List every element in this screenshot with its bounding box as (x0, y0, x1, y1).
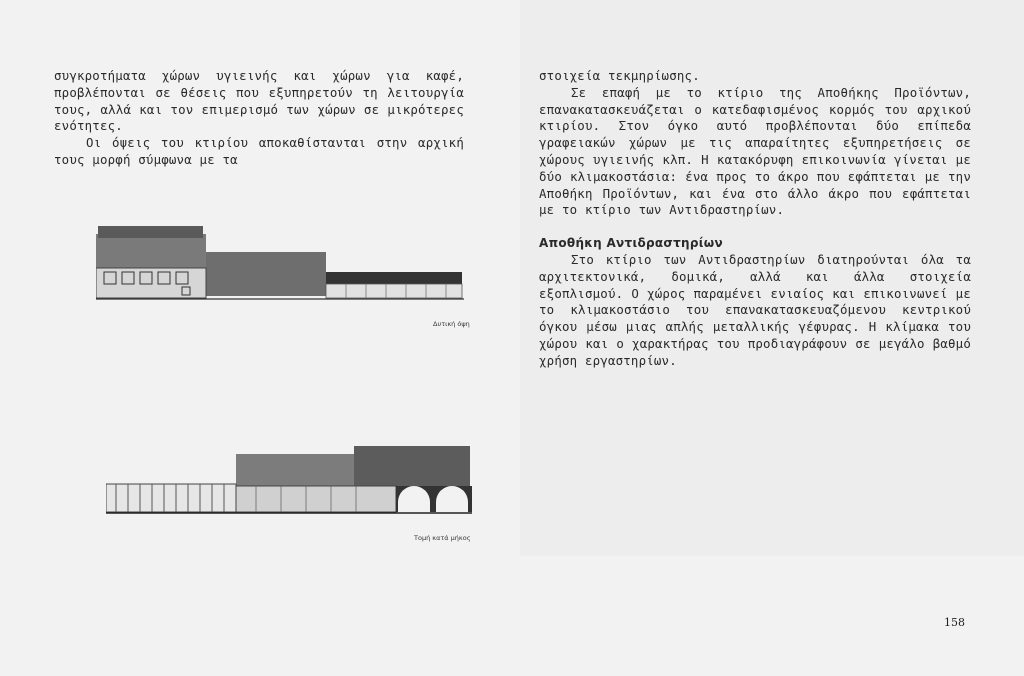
page-number: 158 (944, 616, 965, 629)
longitudinal-section-drawing (106, 440, 472, 516)
west-elevation-caption: Δυτική όψη (433, 320, 470, 328)
right-text-column (539, 68, 971, 370)
longitudinal-section-caption: Τομή κατά μήκος (414, 534, 471, 542)
left-paragraph-1: συγκροτήματα χώρων υγιεινής και χώρων για καφέ, προβλέπονται σε θέσεις που εξυπηρετούν τη λειτουργία τους, αλλά και τον επιμερισμό των χώρων σε μικρότερες ενότητες. (54, 68, 464, 134)
section-heading: Αποθήκη Αντιδραστηρίων (539, 236, 723, 251)
left-text-column (54, 68, 464, 169)
left-paragraph-2: Οι όψεις του κτιρίου αποκαθίστανται στην αρχική τους μορφή σύμφωνα με τα (54, 135, 464, 167)
right-paragraph-1: στοιχεία τεκμηρίωσης. (539, 68, 700, 83)
right-paragraph-3: Στο κτίριο των Αντιδραστηρίων διατηρούνται όλα τα αρχιτεκτονικά, δομικά, αλλά και άλλα στοιχεία εξοπλισμού. Ο χώρος παραμένει ενιαίος και επικοινωνεί με το κλιμακοστάσιο του επανακατασκευαζόμενου κεντρικού όγκου μέσω μιας απλής μεταλλικής γέφυρας. Η κλίμακα του χώρου και ο χαρακτήρας του προδιαγράφουν σε μεγάλο βαθμό χρήση εργαστηρίων. (539, 251, 971, 368)
west-elevation-drawing (96, 224, 468, 306)
right-paragraph-2: Σε επαφή με το κτίριο της Αποθήκης Προϊόντων, επανακατασκευάζεται ο κατεδαφισμένος κορμός του αρχικού κτιρίου. Στον όγκο αυτό προβλέπονται δύο επίπεδα γραφειακών χώρων με τις απαραίτητες εξυπηρετήσεις σε χώρους υγιεινής κλπ. Η κατακόρυφη επικοινωνία γίνεται με δύο κλιμακοστάσια: ένα προς το άκρο που εφάπτεται με την Αποθήκη Προϊόντων, και ένα στο άλλο άκρο που εφάπτεται με το κτίριο των Αντιδραστηρίων. (539, 84, 971, 218)
